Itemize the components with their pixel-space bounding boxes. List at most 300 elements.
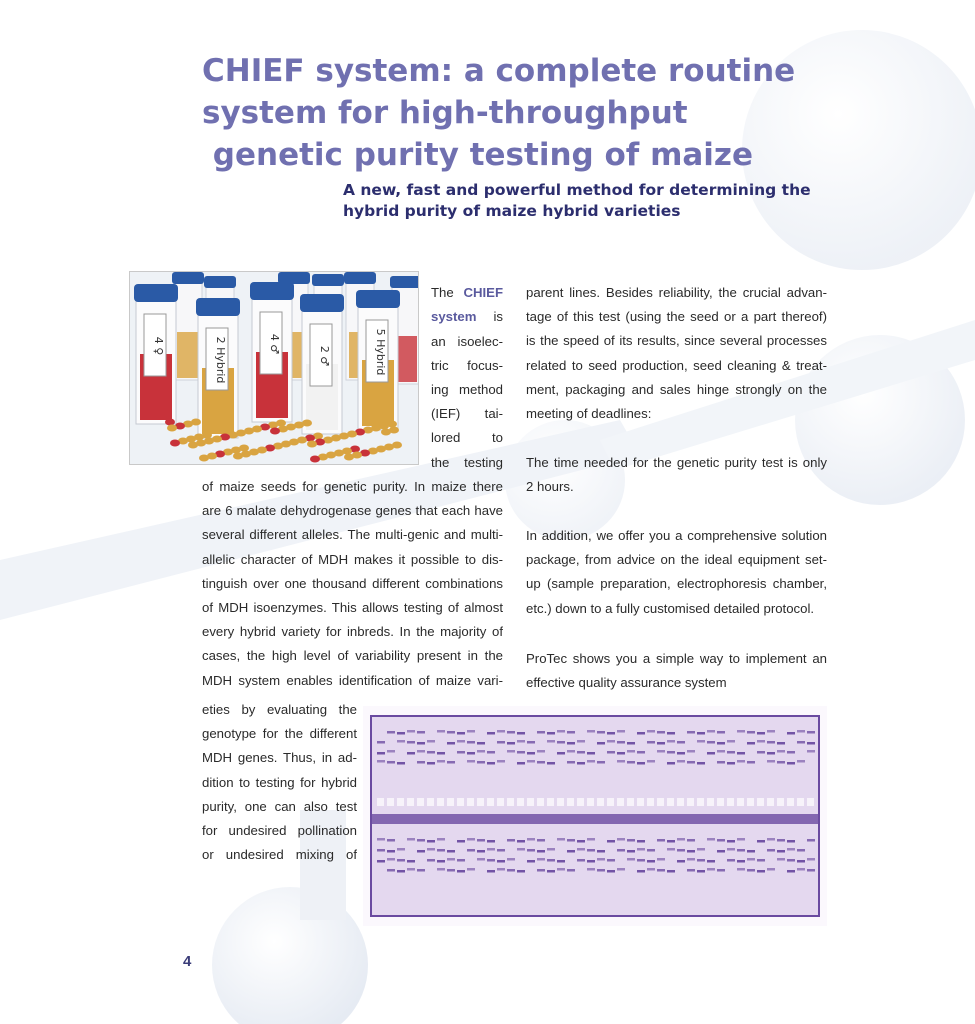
gel-band [617,730,625,733]
electrophoresis-gel-image [363,706,827,926]
gel-band [387,869,395,872]
gel-band [537,850,545,853]
gel-band [467,730,475,733]
gel-band [737,860,745,863]
tube-label-2: 2 Hybrid [214,336,227,384]
gel-well [517,798,524,806]
gel-band [647,741,655,744]
gel-well [437,798,444,806]
gel-band [707,838,715,841]
gel-band [507,839,515,842]
gel-band [377,741,385,744]
gel-band [547,870,555,873]
gel-well [537,798,544,806]
gel-band [777,850,785,853]
gel-band [527,860,535,863]
gel-band [537,750,545,753]
gel-band [397,732,405,735]
gel-band [647,730,655,733]
gel-band [787,870,795,873]
gel-band [757,740,765,743]
gel-band [737,838,745,841]
gel-band [557,741,565,744]
body-line-5: tinguish over one thousand different combinations [202,575,503,591]
gel-band [527,752,535,755]
gel-band [737,730,745,733]
seed-kernel [381,429,391,436]
gel-band [467,741,475,744]
gel-well [507,798,514,806]
gel-band [687,858,695,861]
gel-band [677,752,685,755]
gel-band [407,741,415,744]
gel-band [447,869,455,872]
gel-band [807,742,815,745]
gel-band [787,859,795,862]
gel-well [427,798,434,806]
gel-band [437,860,445,863]
gel-band [447,761,455,764]
gel-band [737,868,745,871]
gel-band [467,760,475,763]
intro-highlight-system: system [431,309,477,324]
gel-band [697,870,705,873]
gel-well [477,798,484,806]
seed-kernel [344,454,354,461]
short-line-3: MDH genes. Thus, in ad- [202,750,357,766]
intro-after: is [493,309,503,324]
seed-kernel [165,419,175,426]
gel-band [477,761,485,764]
gel-well [627,798,634,806]
narrow-line-3: ing method [431,381,503,397]
gel-band [807,869,815,872]
gel-band [737,752,745,755]
gel-well [387,798,394,806]
gel-band [657,839,665,842]
gel-band [377,760,385,763]
gel-band [807,731,815,734]
gel-band [427,751,435,754]
short-line-1: eties by evaluating the [202,702,357,717]
gel-band [757,751,765,754]
gel-band [647,849,655,852]
gel-band [737,849,745,852]
gel-band [557,730,565,733]
gel-band [377,849,385,852]
gel-band [457,732,465,735]
gel-band [697,859,705,862]
gel-band [437,760,445,763]
gel-band [577,751,585,754]
gel-band [637,859,645,862]
gel-well [767,798,774,806]
gel-band [417,761,425,764]
gel-band [657,858,665,861]
gel-well [727,798,734,806]
gel-band [617,741,625,744]
gel-band [567,850,575,853]
gel-band [537,761,545,764]
seed-tubes-illustration [130,272,418,464]
gel-band [547,732,555,735]
gel-band [807,750,815,753]
gel-band [687,761,695,764]
gel-band [437,849,445,852]
gel-band [497,860,505,863]
gel-band [387,761,395,764]
narrow-line-5: lored to [431,430,503,446]
gel-band [767,752,775,755]
gel-band [727,740,735,743]
gel-band [677,860,685,863]
gel-band [687,839,695,842]
gel-band [467,868,475,871]
gel-well [397,798,404,806]
gel-band [397,859,405,862]
gel-band [487,751,495,754]
gel-band [417,750,425,753]
gel-band [777,750,785,753]
gel-band [407,752,415,755]
gel-band [497,849,505,852]
gel-well [687,798,694,806]
gel-band [757,859,765,862]
gel-band [727,840,735,843]
gel-band [667,870,675,873]
gel-band [607,840,615,843]
gel-band [487,732,495,735]
right-p3-line-1: In addition, we offer you a comprehensive solution [526,528,827,543]
gel-band [387,750,395,753]
gel-band [507,731,515,734]
gel-band [607,732,615,735]
gel-band [537,869,545,872]
gel-band [747,731,755,734]
body-line-7: every hybrid variety for inbreds. In the majority of [202,624,503,640]
gel-band [387,839,395,842]
narrow-line-2: tric focus- [431,357,503,373]
gel-band [457,751,465,754]
gel-band [807,858,815,861]
gel-well [747,798,754,806]
gel-band [717,761,725,764]
gel-band [527,838,535,841]
gel-band [567,742,575,745]
tube-label-3: 4 ♂ [268,333,281,355]
gel-band [787,732,795,735]
gel-well [677,798,684,806]
gel-band [587,868,595,871]
gel-band [707,752,715,755]
gel-band [797,860,805,863]
gel-well [407,798,414,806]
gel-band [387,850,395,853]
gel-band [657,742,665,745]
gel-band [667,751,675,754]
gel-band [417,742,425,745]
gel-band [667,848,675,851]
seed-kernel [199,455,209,462]
gel-band [617,760,625,763]
gel-band [417,850,425,853]
gel-band [767,741,775,744]
gel-well [587,798,594,806]
gel-band [747,869,755,872]
gel-band [707,741,715,744]
gel-band [407,730,415,733]
gel-band [717,850,725,853]
gel-band [487,762,495,765]
gel-band [397,740,405,743]
gel-band [767,849,775,852]
gel-band [657,869,665,872]
short-line-5: purity, one can also test [202,798,357,814]
gel-band [487,848,495,851]
gel-band [587,849,595,852]
gel-band [747,742,755,745]
gel-band [377,752,385,755]
gel-well [377,798,384,806]
gel-well [487,798,494,806]
gel-band [507,742,515,745]
gel-band [447,742,455,745]
gel-well [637,798,644,806]
gel-band [667,762,675,765]
gel-band [637,762,645,765]
gel-band [767,760,775,763]
gel-band [807,839,815,842]
gel-band [777,761,785,764]
gel-band [697,762,705,765]
gel-well [417,798,424,806]
gel-well [697,798,704,806]
gel-band [527,741,535,744]
gel-band [397,848,405,851]
gel-band [407,860,415,863]
gel-band [597,761,605,764]
gel-band [457,740,465,743]
gel-band [587,760,595,763]
gel-band [477,839,485,842]
gel-well [667,798,674,806]
gel-band [787,848,795,851]
gel-band [707,860,715,863]
body-line-9: MDH system enables identification of maize vari- [202,672,503,688]
gel-well [707,798,714,806]
gel-band [707,730,715,733]
gel-band [577,840,585,843]
gel-band [767,868,775,871]
gel-band [447,731,455,734]
gel-band [787,762,795,765]
gel-well [457,798,464,806]
gel-band [797,730,805,733]
gel-band [567,869,575,872]
gel-well [797,798,804,806]
gel-band [697,732,705,735]
gel-band [467,838,475,841]
seed-kernel [233,453,243,460]
gel-band [477,750,485,753]
gel-band [587,730,595,733]
page-number: 4 [183,953,192,970]
gel-band [777,742,785,745]
gel-band [467,849,475,852]
seed-kernel [270,428,280,435]
right-p2-line-1: The time needed for the genetic purity test is only [526,455,827,470]
gel-band [727,859,735,862]
gel-band [637,751,645,754]
gel-band [667,840,675,843]
gel-band [417,869,425,872]
seed-kernel [170,440,180,447]
gel-band [577,740,585,743]
gel-band [417,839,425,842]
title-line-3: genetic purity testing of maize [202,137,753,173]
seed-kernel [307,441,317,448]
gel-band [617,752,625,755]
gel-divider [371,814,819,824]
gel-band [407,838,415,841]
right-p3-line-3: up (sample preparation, electrophoresis chamber, [526,576,827,592]
gel-band [497,730,505,733]
gel-band [627,750,635,753]
gel-band [397,762,405,765]
gel-band [497,760,505,763]
gel-band [377,838,385,841]
gel-band [617,868,625,871]
gel-band [517,762,525,765]
gel-well [447,798,454,806]
gel-well [467,798,474,806]
title-line-1: CHIEF system: a complete routine [202,53,796,89]
gel-band [537,858,545,861]
body-line-1: of maize seeds for genetic purity. In maize there [202,479,503,494]
gel-well [717,798,724,806]
tube-label-1: 4 ♀ [152,336,165,356]
gel-band [677,849,685,852]
gel-band [767,838,775,841]
gel-band [627,858,635,861]
gel-band [667,740,675,743]
gel-band [727,762,735,765]
title-line-2: system for high-throughput [202,95,688,131]
gel-band [637,840,645,843]
intro-prefix: The [431,285,454,300]
gel-band [537,839,545,842]
gel-well [547,798,554,806]
gel-band [407,868,415,871]
gel-band [667,732,675,735]
gel-well [617,798,624,806]
gel-band [587,838,595,841]
gel-band [647,860,655,863]
gel-band [687,731,695,734]
gel-band [427,848,435,851]
right-p1-line-3: is the speed of its results, since several processes [526,333,827,349]
short-line-4: dition to testing for hybrid [202,774,357,790]
gel-well [557,798,564,806]
gel-band [797,741,805,744]
gel-band [417,731,425,734]
gel-well [807,798,814,806]
body-line-8: cases, the high level of variability present in the [202,648,503,664]
gel-band [557,860,565,863]
gel-band [797,868,805,871]
short-line-7: or undesired mixing of [202,847,357,863]
gel-band [567,731,575,734]
gel-band [547,848,555,851]
seed-kernel [188,442,198,449]
gel-band [567,750,575,753]
gel-band [597,731,605,734]
gel-band [437,838,445,841]
gel-band [547,740,555,743]
gel-band [577,859,585,862]
gel-band [677,760,685,763]
gel-band [797,760,805,763]
gel-band [457,840,465,843]
gel-band [467,752,475,755]
gel-band [617,838,625,841]
gel-band [607,751,615,754]
gel-band [677,838,685,841]
gel-band [717,839,725,842]
gel-band [777,839,785,842]
gel-band [607,859,615,862]
gel-band [697,848,705,851]
gel-well [577,798,584,806]
narrow-line-4: (IEF) tai- [431,406,503,422]
seed-kernel [167,425,177,432]
gel-band [587,752,595,755]
gel-band [737,760,745,763]
gel-band [517,848,525,851]
gel-band [447,858,455,861]
gel-band [627,761,635,764]
gel-band [427,740,435,743]
gel-band [487,870,495,873]
gel-band [427,762,435,765]
gel-well [757,798,764,806]
gel-band [747,850,755,853]
gel-band [437,868,445,871]
right-p3-line-2: package, from advice on the ideal equipment set- [526,552,827,568]
gel-band [557,868,565,871]
right-p1-line-4: related to seed production, seed cleaning & treat- [526,357,827,373]
intro-line-1 [431,280,503,305]
gel-band [627,839,635,842]
gel-well [647,798,654,806]
gel-band [497,741,505,744]
gel-band [757,840,765,843]
gel-band [447,850,455,853]
tube-label-4: 2 ♂ [318,345,331,367]
right-p2-line-2: 2 hours. [526,479,574,495]
tube-label-5: 5 Hybrid [374,328,387,376]
gel-band [427,859,435,862]
gel-band [537,731,545,734]
gel-band [477,850,485,853]
gel-band [567,839,575,842]
body-line-6: of MDH isoenzymes. This allows testing of almost [202,600,503,615]
gel-band [637,848,645,851]
gel-band [607,870,615,873]
short-line-2: genotype for the different [202,726,357,742]
gel-band [567,761,575,764]
gel-band [547,762,555,765]
